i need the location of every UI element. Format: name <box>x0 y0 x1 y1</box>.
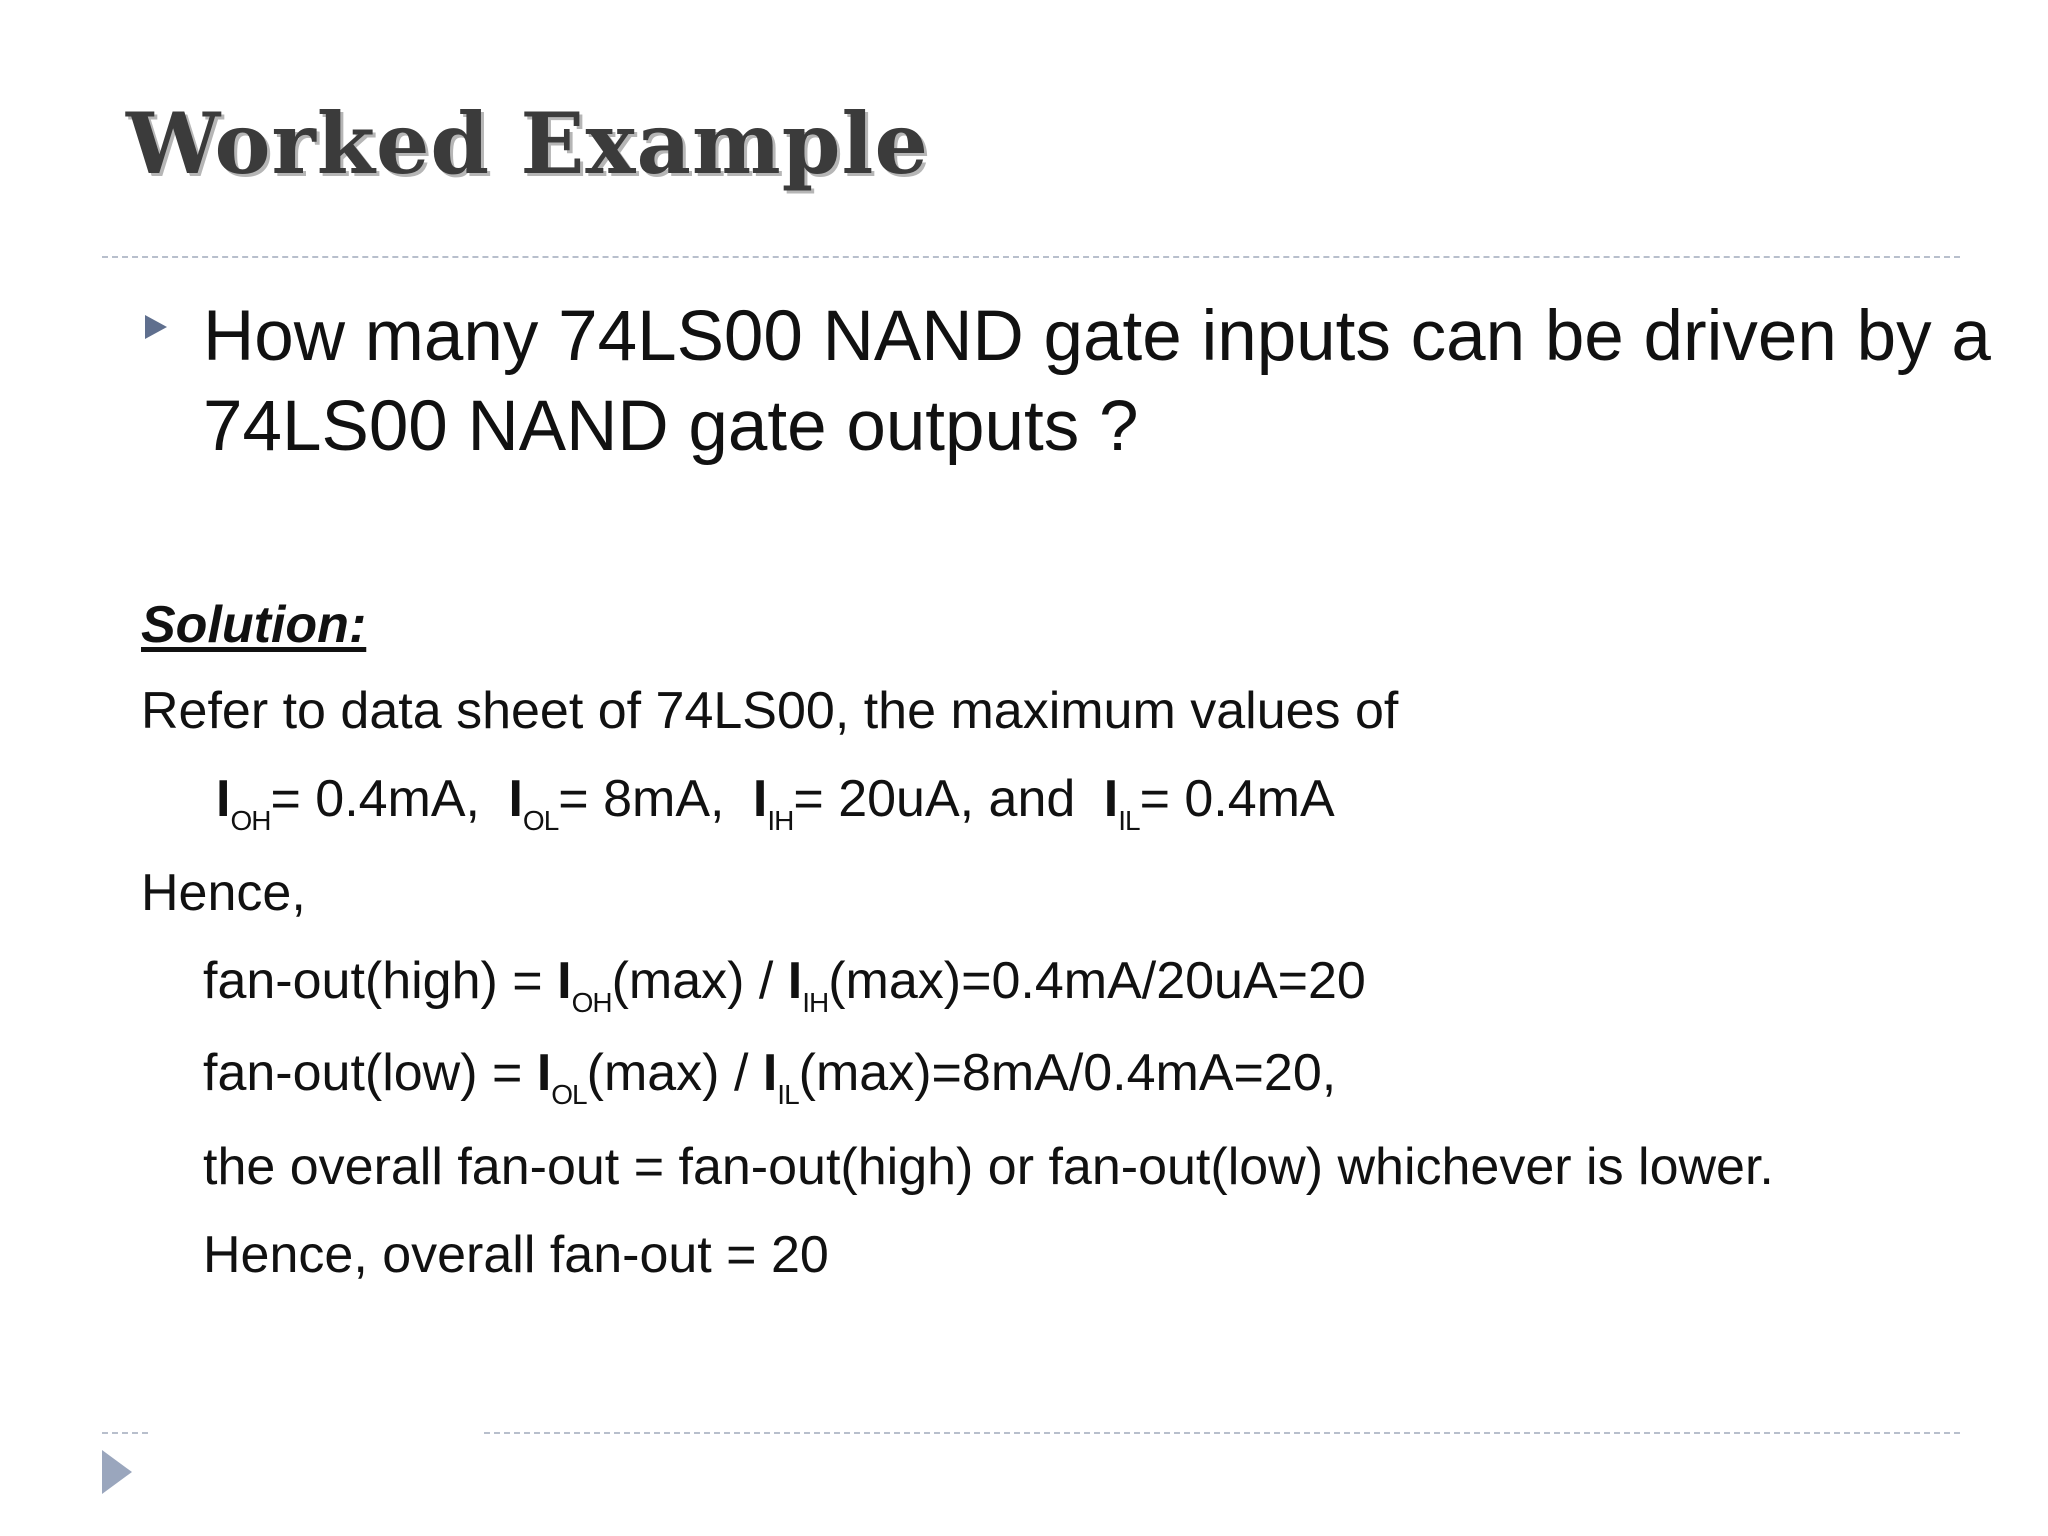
overall-rule-text: the overall fan-out = fan-out(high) or fan-out(low) whichever is lower. <box>203 1138 1774 1196</box>
triangle-right-icon <box>145 315 167 339</box>
solution-label: Solution: <box>141 596 367 654</box>
question-line-1: How many 74LS00 NAND gate inputs can be driven by a <box>203 297 1991 376</box>
max-values-line <box>216 770 1335 837</box>
footer-divider-right <box>484 1432 1960 1434</box>
question-line-2: 74LS00 NAND gate outputs ? <box>203 387 1139 466</box>
triangle-right-icon <box>102 1450 132 1494</box>
value-iil: $I_{IL}= 0.4mA$ <box>1103 770 1335 836</box>
slide-title: Worked Example <box>126 94 929 193</box>
refer-text: Refer to data sheet of 74LS00, the maximum values of <box>141 682 1399 740</box>
value-iih: $I_{IH}= 20uA$, and <box>752 770 1076 836</box>
value-ioh: $I_{OH}= 0.4mA$, <box>216 770 481 836</box>
footer-divider-left <box>102 1432 148 1434</box>
fanout-high-line: fan-out(high) = $I_{OH}(\max) / I_{IH}(\max)=0.4mA/20uA=20$ <box>203 952 1366 1018</box>
hence-label: Hence, <box>141 864 306 922</box>
title-divider <box>102 256 1960 258</box>
question-text <box>203 292 1991 472</box>
fanout-low-line: $fan-out(low) = I_{OL}(\max) / I_{IL}(\max)=8mA/0.4mA=20$, <box>203 1044 1337 1110</box>
overall-result-text: Hence, overall fan-out = 20 <box>203 1226 829 1284</box>
value-iol: $I_{OL}= 8mA$, <box>508 770 725 836</box>
